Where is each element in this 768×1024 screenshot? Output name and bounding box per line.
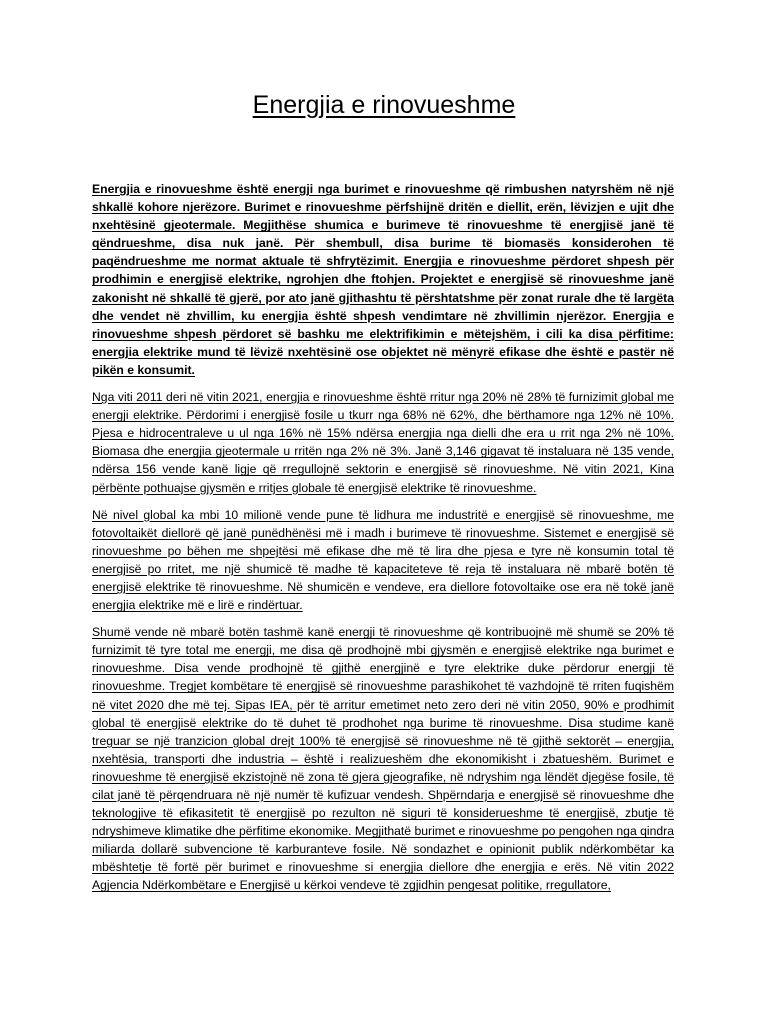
- document-body: [92, 180, 674, 895]
- paragraph-employment: Në nivel global ka mbi 10 milionë vende pune të lidhura me industritë e energjisë së rinovueshme, me fotovoltaikët diellorë që janë punëdhënësi më i madh i burimeve të rinovueshme. Sistemet e energjisë së rinovueshme po bëhen me shpejtësi më efikase dhe më të lira dhe pjesa e tyre në konsumin total të energjisë po rritet, me një shumicë të madhe të kapaciteteve të reja të instaluara në mbarë botën të energjisë elektrike të rinovueshme. Në shumicën e vendeve, era diellore fotovoltaike ose era në tokë janë energjia elektrike më e lirë e rindërtuar.: [92, 507, 674, 613]
- paragraph-global-outlook: Shumë vende në mbarë botën tashmë kanë energji të rinovueshme që kontribuojnë më shumë se 20% të furnizimit të tyre total me energji, me disa që prodhojnë mbi gjysmën e energjisë elektrike nga burimet e rinovueshme. Disa vende prodhojnë të gjithë energjinë e tyre elektrike duke përdorur energji të rinovueshme. Tregjet kombëtare të energjisë së rinovueshme parashikohet të vazhdojnë të rriten fuqishëm në vitet 2020 dhe më tej. Sipas IEA, për të arritur emetimet neto zero deri në vitin 2050, 90% e prodhimit global të energjisë elektrike do të duhet të prodhohet nga burime të rinovueshme. Disa studime kanë treguar se një tranzicion global drejt 100% të energjisë së rinovueshme në të gjithë sektorët – energjia, nxehtësia, transporti dhe industria – është i realizueshëm dhe ekonomikisht i zbatueshëm. Burimet e rinovueshme të energjisë ekzistojnë në zona të gjera gjeografike, në ndryshim nga lëndët djegëse fosile, të cilat janë të përqendruara në një numër të kufizuar vendesh. Shpërndarja e energjisë së rinovueshme dhe teknologjive të efikasitetit të energjisë po rezulton në siguri të konsiderueshme të energjisë, zbutje të ndryshimeve klimatike dhe përfitime ekonomike. Megjithatë burimet e rinovueshme po pengohen nga qindra miliarda dollarë subvencione të karburanteve fosile. Në sondazhet e opinionit publik ndërkombëtar ka mbështetje të fortë për burimet e rinovueshme si energjia diellore dhe energjia e erës. Në vitin 2022 Agjencia Ndërkombëtare e Energjisë u kërkoi vendeve të zgjidhin pengesat politike, rregullatore,: [92, 625, 674, 893]
- document-title: Energjia e rinovueshme: [252, 91, 516, 119]
- paragraph-growth-statistics: Nga viti 2011 deri në vitin 2021, energjia e rinovueshme është rritur nga 20% në 28% të furnizimit global me energji elektrike. Përdorimi i energjisë fosile u tkurr nga 68% në 62%, dhe bërthamore nga 12% në 10%. Pjesa e hidrocentraleve u ul nga 16% në 15% ndërsa energjia nga dielli dhe era u rrit nga 2% në 10%. Biomasa dhe energjia gjeotermale u rritën nga 2% në 3%. Janë 3,146 gigavat të instaluara në 135 vende, ndërsa 156 vende kanë ligje që rregullojnë sektorin e energjisë së rinovueshme. Në vitin 2021, Kina përbënte pothuajse gjysmën e rritjes globale të energjisë elektrike të rinovueshme.: [92, 390, 674, 495]
- paragraph-intro: Energjia e rinovueshme është energji nga burimet e rinovueshme që rimbushen natyrshëm në një shkallë kohore njerëzore. Burimet e rinovueshme përfshijnë dritën e diellit, erën, lëvizjen e ujit dhe nxehtësinë gjeotermale. Megjithëse shumica e burimeve të rinovueshme të energjisë janë të qëndrueshme, disa nuk janë. Për shembull, disa burime të biomasës konsiderohen të paqëndrueshme me normat aktuale të shfrytëzimit. Energjia e rinovueshme përdoret shpesh për prodhimin e energjisë elektrike, ngrohjen dhe ftohjen. Projektet e energjisë së rinovueshme janë zakonisht në shkallë të gjerë, por ato janë gjithashtu të përshtatshme për zonat rurale dhe të largëta dhe vendet në zhvillim, ku energjia është shpesh vendimtare në zhvillimin njerëzor. Energjia e rinovueshme shpesh përdoret së bashku me elektrifikimin e mëtejshëm, i cili ka disa përfitime: energjia elektrike mund të lëvizë nxehtësinë ose objektet në mënyrë efikase dhe është e pastër në pikën e konsumit.: [92, 182, 674, 377]
